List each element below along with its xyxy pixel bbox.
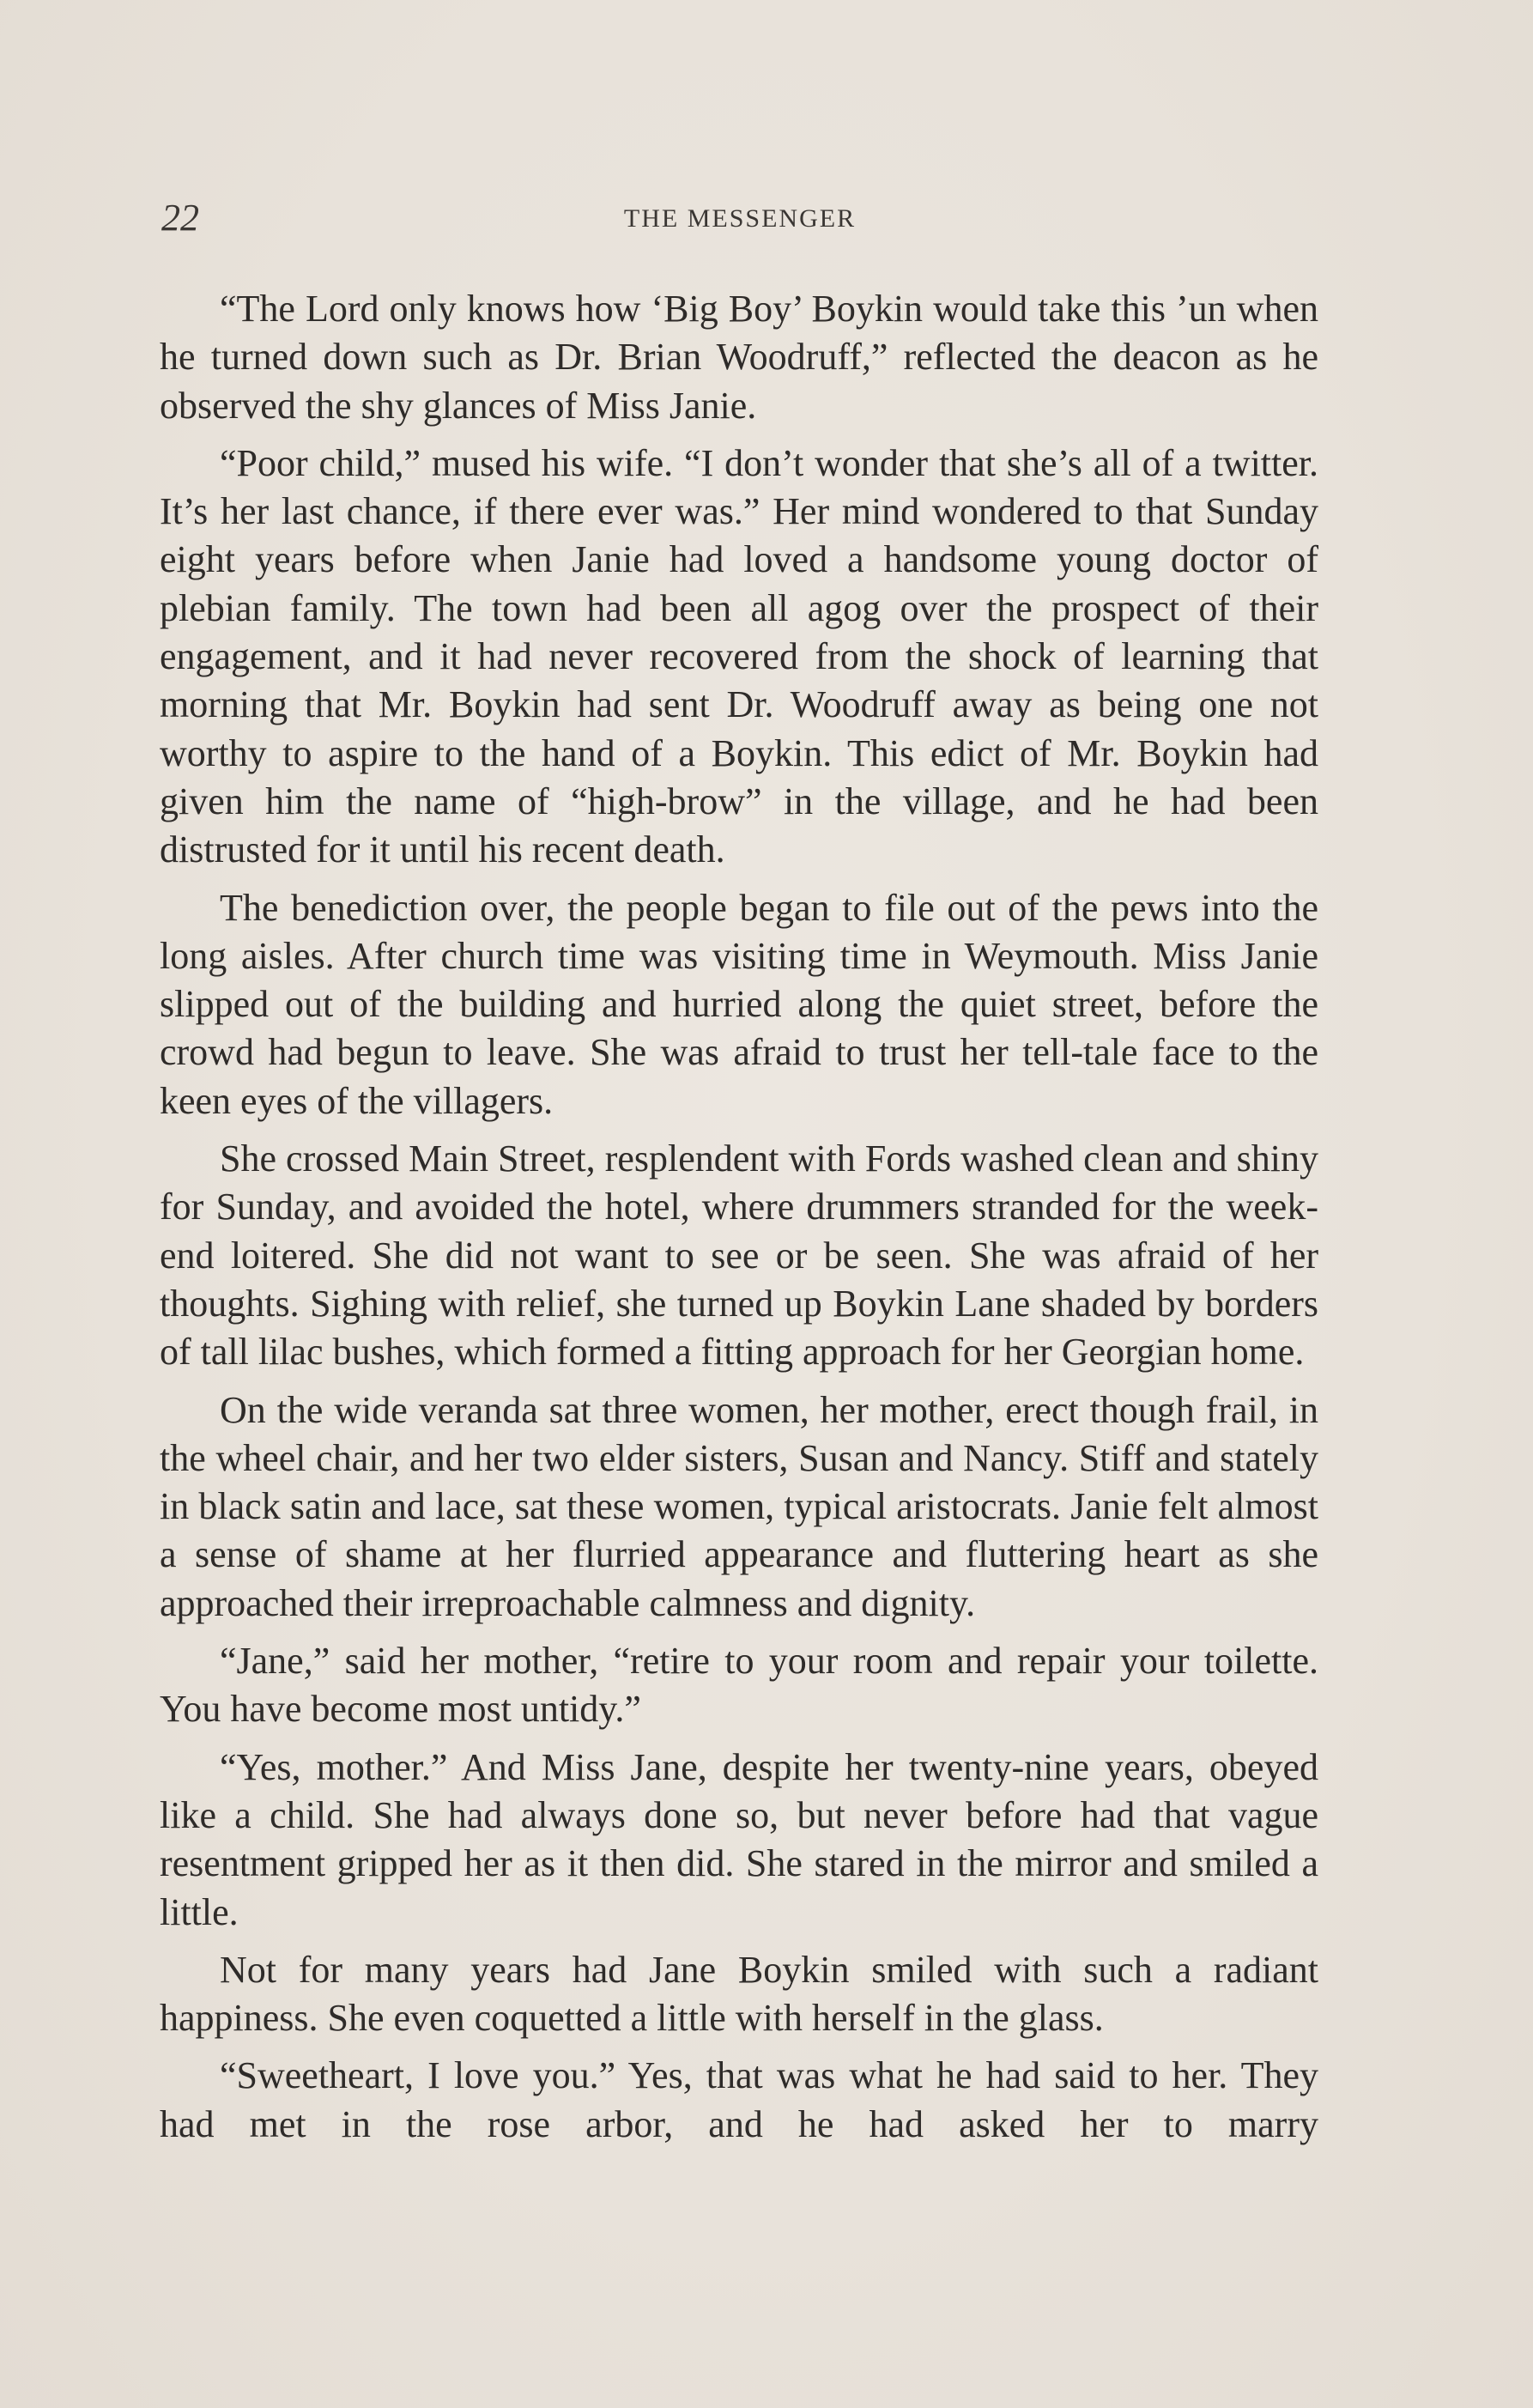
body-text [160,285,1318,2158]
page-number: 22 [161,197,199,239]
paragraph-6: “Jane,” said her mother, “retire to your room and repair your toilette. You have become most untidy.” [160,1640,1318,1731]
paragraph-5: On the wide veranda sat three women, her mother, erect though frail, in the wheel chair, and her two elder sisters, Susan and Nancy. Stiff and stately in black satin and lace, sat these women, typical aristocrats. Janie felt almost a sense of shame at her flurried appearance and fluttering heart as she approached their irreproachable calmness and dignity. [160,1388,1318,1624]
paragraph-8: Not for many years had Jane Boykin smiled with such a radiant happiness. She even coquetted a little with herself in the glass. [160,1948,1318,2040]
journal-title: THE MESSENGER [623,204,857,233]
paragraph-7: “Yes, mother.” And Miss Jane, despite her twenty-nine years, obeyed like a child. She had always done so, but never before had that vague resentment gripped her as it then did. She stared in the mirror and smiled a little. [160,1745,1318,1933]
running-head [161,196,1318,247]
paragraph-2: “Poor child,” mused his wife. “I don’t wonder that she’s all of a twitter. It’s her last chance, if there ever was.” Her mind wondered to that Sunday eight years before when Janie had loved a handsome young doctor of plebian family. The town had been all agog over the prospect of their engagement, and it had never recovered from the shock of learning that morning that Mr. Boykin had sent Dr. Woodruff away as being one not worthy to aspire to the hand of a Boykin. This edict of Mr. Boykin had given him the name of “high-brow” in the village, and he had been distrusted for it until his recent death. [160,441,1318,871]
paragraph-9: “Sweetheart, I love you.” Yes, that was what he had said to her. They had met in the rose arbor, and he had asked her to marry [160,2054,1318,2145]
paragraph-3: The benediction over, the people began to file out of the pews into the long aisles. After church time was visiting time in Weymouth. Miss Janie slipped out of the building and hurried along the quiet street, before the crowd had begun to leave. She was afraid to trust her tell-tale face to the keen eyes of the villagers. [160,886,1318,1122]
paragraph-1: “The Lord only knows how ‘Big Boy’ Boykin would take this ’un when he turned down such as Dr. Brian Woodruff,” reflected the deacon as he observed the shy glances of Miss Janie. [160,288,1318,427]
paragraph-4: She crossed Main Street, resplendent with Fords washed clean and shiny for Sunday, and avoided the hotel, where drummers stranded for the week-end loitered. She did not want to see or be seen. She was afraid of her thoughts. Sighing with relief, she turned up Boykin Lane shaded by borders of tall lilac bushes, which formed a fitting approach for her Georgian home. [160,1137,1318,1374]
